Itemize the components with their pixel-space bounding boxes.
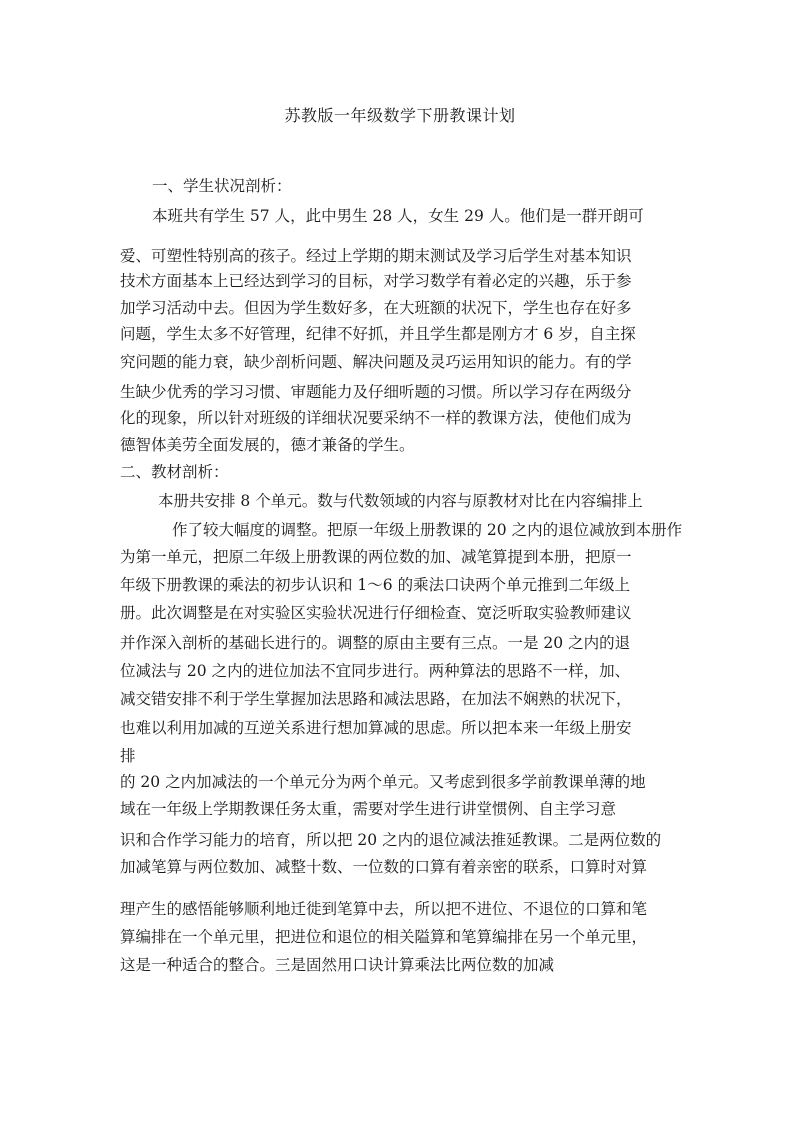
paragraph-line: 问题，学生太多不好管理，纪律不好抓，并且学生都是刚方才 6 岁，自主探 <box>120 325 636 343</box>
paragraph-line: 位减法与 20 之内的进位加法不宜同步进行。两种算法的思路不一样，加、 <box>120 662 631 680</box>
paragraph-line: 排 <box>120 747 136 765</box>
paragraph-line: 为第一单元，把原二年级上册教课的两位数的加、减笔算提到本册，把原一 <box>120 548 632 566</box>
paragraph-line: 生缺少优秀的学习习惯、审题能力及仔细听题的习惯。所以学习存在两级分 <box>120 383 632 401</box>
paragraph-line: 减交错安排不利于学生掌握加法思路和减法思路，在加法不娴熟的状况下， <box>120 690 632 708</box>
paragraph-line: 识和合作学习能力的培育，所以把 20 之内的退位减法推延教课。二是两位数的 <box>120 831 662 849</box>
paragraph-line: 也难以利用加减的互逆关系进行想加算减的思虑。所以把本来一年级上册安 <box>120 719 632 737</box>
paragraph-line: 本班共有学生 57 人，此中男生 28 人，女生 29 人。他们是一群开朗可 <box>152 207 644 225</box>
paragraph-line: 域在一年级上学期教课任务太重，需要对学生进行讲堂惯例、自主学习意 <box>120 800 617 818</box>
paragraph-line: 并作深入剖析的基础长进行的。调整的原由主要有三点。一是 20 之内的退 <box>120 634 631 652</box>
document-title: 苏教版一年级数学下册教课计划 <box>284 106 516 125</box>
paragraph-line: 加减笔算与两位数加、减整十数、一位数的口算有着亲密的联系，口算时对算 <box>120 858 648 876</box>
paragraph-line: 册。此次调整是在对实验区实验状况进行仔细检查、宽泛听取实验教师建议 <box>120 604 632 622</box>
paragraph-line: 爱、可塑性特别高的孩子。经过上学期的期末测试及学习后学生对基本知识 <box>120 247 632 265</box>
paragraph-line: 二、教材剖析： <box>120 463 229 481</box>
paragraph-line: 算编排在一个单元里，把进位和退位的相关隘算和笔算编排在另一个单元里， <box>120 928 648 946</box>
section-heading-textbook-analysis: 本册共安排 8 个单元。数与代数领域的内容与原教材对比在内容编排上 <box>158 492 643 510</box>
paragraph-line: 的 20 之内加减法的一个单元分为两个单元。又考虑到很多学前教课单薄的地 <box>120 773 646 791</box>
paragraph-line: 技术方面基本上已经达到学习的目标，对学习数学有着必定的兴趣，乐于参 <box>120 272 632 290</box>
paragraph-line: 作了较大幅度的调整。把原一年级上册教课的 20 之内的退位减放到本册作 <box>172 521 683 539</box>
paragraph-line: 年级下册教课的乘法的初步认识和 1～6 的乘法口诀两个单元推到二年级上 <box>120 576 631 594</box>
paragraph-line: 理产生的感悟能够顺利地迁徙到笔算中去，所以把不进位、不退位的口算和笔 <box>120 900 648 918</box>
paragraph-line: 这是一种适合的整合。三是固然用口诀计算乘法比两位数的加减 <box>120 956 555 974</box>
section-heading-student-analysis: 一、学生状况剖析： <box>152 177 292 195</box>
paragraph-line: 化的现象，所以针对班级的详细状况要采纳不一样的教课方法，使他们成为 <box>120 409 632 427</box>
paragraph-line: 加学习活动中去。但因为学生数好多，在大班额的状况下，学生也存在好多 <box>120 299 632 317</box>
paragraph-line: 究问题的能力衰，缺少剖析问题、解决问题及灵巧运用知识的能力。有的学 <box>120 353 632 371</box>
paragraph-line: 德智体美劳全面发展的，德才兼备的学生。 <box>120 436 415 454</box>
